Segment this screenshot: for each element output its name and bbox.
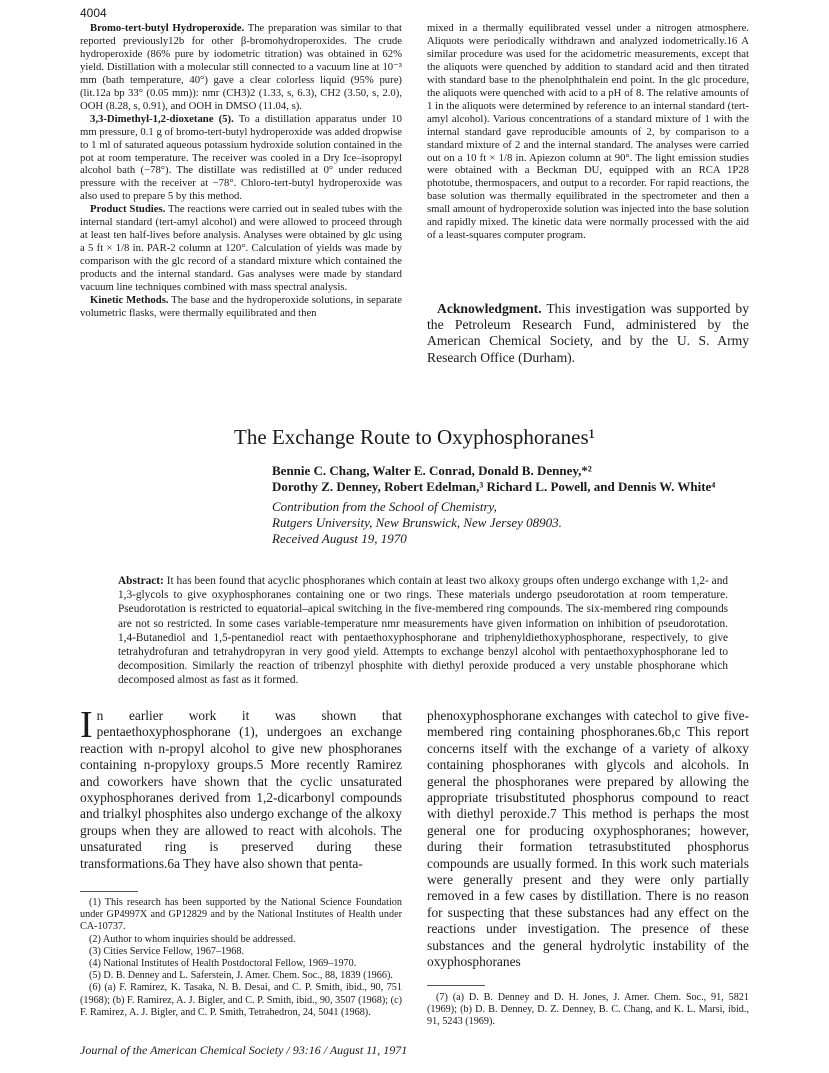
page-number: 4004 [80,6,107,20]
paragraph-bromo-hydroperoxide [80,22,402,113]
footnote-rule-right [427,985,485,986]
paragraph-dioxetane [80,113,402,204]
intro-paragraph [80,704,402,872]
intro-text: n earlier work it was shown that pentaethoxyphosphorane (1), undergoes an exchange reaction with n-propyl alcohol to give new phosphoranes containing n-propyloxy groups.5 More recently Ramirez and coworkers have shown that the cyclic unsaturated oxyphosphoranes derived from 1,2-dicarbonyl compounds and trialkyl phosphites also undergo exchange of the alkoxy groups when they are allowed to react with alcohols. The unsaturated ring is preserved during these transformations.6a They have also shown that penta- [80,708,402,871]
received-date: Received August 19, 1970 [272,531,407,546]
abstract-text: It has been found that acyclic phosphoranes which contain at least two alkoxy groups often undergo exchange with 1,2- and 1,3-glycols to give oxyphosphoranes containing one or two rings. These materials undergo pseudorotation at room temperature. Pseudorotation is restricted to equatorial–apical switching in the five-membered ring compounds. The six-membered ring compounds are not so restricted. In some cases variable-temperature nmr measurements have given information on inhibition of pseudorotation. 1,4-Butanediol and 1,5-pentanediol react with pentaethoxyphosphorane and triphenyldiethoxyphosphorane, respectively, to give tetrahydrofuran and tetrahydropyran in very good yield. Attempts to exchange benzyl alcohol with pentaethoxyphosphorane led to decomposition. Similarly the reaction of tribenzyl phosphite with diethyl peroxide produced a very unstable phosphorane which decomposed almost as fast as it formed. [118,575,728,687]
introduction-left [80,704,402,872]
paragraph-text: To a distillation apparatus under 10 mm pressure, 0.1 g of bromo-tert-butyl hydroperoxide was added dropwise to 1 ml of saturated aqueous potassium hydroxide solution contained in the pot at room temperature. The receiver was cooled in a Dry Ice–isopropyl alcohol bath (−78°). The distillate was redistilled at 0° under reduced pressure with the receiver at −78°. Chloro-tert-butyl hydroperoxide was also used to prepare 5 by this method. [80,112,402,203]
abstract [118,574,728,688]
paragraph-heading: Kinetic Methods. [90,294,169,307]
abstract-heading: Abstract: [118,575,164,587]
footnote: (4) National Institutes of Health Postdoctoral Fellow, 1969–1970. [89,958,357,970]
footnote: (1) This research has been supported by the National Science Foundation under GP4997X and GP12829 and by the National Institutes of Health under CA-10737. [80,897,402,933]
paragraph-kinetic-continued: mixed in a thermally equilibrated vessel under a nitrogen atmosphere. Aliquots were periodically withdrawn and analyzed iodometrically.16 A similar procedure was used for the acidometric measurements, except that the aliquots were quenched by addition to standard acid and then titrated with standard base to the phenolphthalein end point. In the glc procedure, the aliquots were quenched with acid to a pH of 8. The relative amounts of 1 in the aliquots were determined by reference to an internal standard (tert-amyl alcohol). Various concentrations of a standard mixture of 1 with the internal standard gave reproducible amounts of 2, by comparison to a standard mixture of 2 and the internal standard. The analyses were carried out on a 10 ft × 1/8 in. Apiezon column at 90°. The light emission studies were obtained with a Beckman DU, equipped with an RCA 1P28 phototube, thermospacers, and output to a recorder. For rapid reactions, the base solution was thermally equilibrated in the spectrometer and then a small amount of hydroperoxide solution was injected into the base solution and rapidly mixed. The kinetic data were normally processed with the aid of a least-squares computer program. [427,22,749,242]
footnote: (2) Author to whom inquiries should be addressed. [89,933,296,945]
footnote-rule-left [80,891,138,892]
affiliation-line-1: Contribution from the School of Chemistry, [272,499,497,514]
author-line-1: Bennie C. Chang, Walter E. Conrad, Donald B. Denney,*² [272,463,592,478]
journal-footer: Journal of the American Chemical Society / 93:16 / August 11, 1971 [80,1043,408,1057]
acknowledgment-text: This investigation was supported by the Petroleum Research Fund, administered by the American Chemical Society, and by the U. S. Army Research Office (Durham). [427,301,749,365]
author-list [272,463,715,495]
article-title: The Exchange Route to Oxyphosphoranes¹ [234,425,595,449]
paragraph-kinetic-methods [80,294,402,320]
footnotes-left [80,897,402,1019]
experimental-column-right [427,22,749,242]
author-line-2: Dorothy Z. Denney, Robert Edelman,³ Richard L. Powell, and Dennis W. White⁴ [272,479,716,494]
drop-cap: I [80,704,93,746]
introduction-right [427,708,749,971]
paragraph-product-studies [80,203,402,294]
footnote: (3) Cities Service Fellow, 1967–1968. [89,945,244,957]
footnote: (5) D. B. Denney and L. Saferstein, J. Amer. Chem. Soc., 88, 1839 (1966). [89,970,393,982]
footnote: (7) (a) D. B. Denney and D. H. Jones, J. Amer. Chem. Soc., 91, 5821 (1969); (b) D. B. Denney, D. Z. Denney, B. C. Chang, and K. L. Marsi, ibid., 91, 5243 (1969). [427,992,749,1028]
paragraph-text: The base and the hydroperoxide solutions, in separate volumetric flasks, were thermally equilibrated and then [80,294,402,319]
paragraph-heading: Product Studies. [90,203,166,216]
paragraph-heading: Bromo-tert-butyl Hydroperoxide. [90,22,245,34]
intro-paragraph-continued: phenoxyphosphorane exchanges with catechol to give five-membered ring containing phosphoranes.6b,c This report concerns itself with the exchange of a variety of alkoxy containing phosphoranes with glycols and alcohols. In general the phosphoranes were prepared by allowing the appropriate trisubstituted phosphorus compound to react with diethyl peroxide.7 This method is perhaps the most general one for producing oxyphosphoranes; however, during their formation tetrasubstituted phosphorus compounds are usually formed. In this work such materials were generally present and they were only partially removed in a few cases by distillation. There is no reason for suspecting that these substances had any effect on the reactions under investigation. The presence of these substances and the general hydrolytic instability of the oxyphosphoranes [427,708,749,970]
paragraph-text: The reactions were carried out in sealed tubes with the internal standard (tert-amyl alcohol) and were allowed to proceed through at least ten half-lives before analysis. Analyses were obtained by glc using a 5 ft × 1/8 in. PAR-2 column at 120°. Calculation of yields was made by comparison with the glc record of a standard mixture which contained the products and the internal standard. Gas analyses were made by standard vacuum line techniques combined with mass spectral analysis. [80,203,402,294]
acknowledgment [427,301,749,366]
affiliation [272,499,562,547]
paragraph-text: The preparation was similar to that reported previously12b for other β-bromohydroperoxides. The crude hydroperoxide (86% pure by iodometric titration) was obtained in 62% yield. Distillation with a molecular still connected to a vacuum line at 10⁻³ mm (bath temperature, 40°) gave a clear colorless liquid (95% pure) (lit.12a bp 33° (0.05 mm)): nmr (CH3)2 (1.33, s, 6.3), CH2 (3.50, s, 2.0), OOH (8.28, s, 0.91), and OOH in DMSO (11.04, s). [80,22,403,112]
paragraph-heading: 3,3-Dimethyl-1,2-dioxetane (5). [90,112,234,125]
affiliation-line-2: Rutgers University, New Brunswick, New Jersey 08903. [272,515,562,530]
acknowledgment-heading: Acknowledgment. [437,301,542,316]
footnotes-right [427,992,749,1029]
footnote: (6) (a) F. Ramirez, K. Tasaka, N. B. Desai, and C. P. Smith, ibid., 90, 751 (1968); (b) F. Ramirez, A. J. Bigler, and C. P. Smith, ibid., 90, 3507 (1968); (c) F. Ramirez, A. J. Bigler, and C. P. Smith, Tetrahedron, 24, 5041 (1968). [80,982,402,1018]
experimental-column-left [80,22,402,320]
